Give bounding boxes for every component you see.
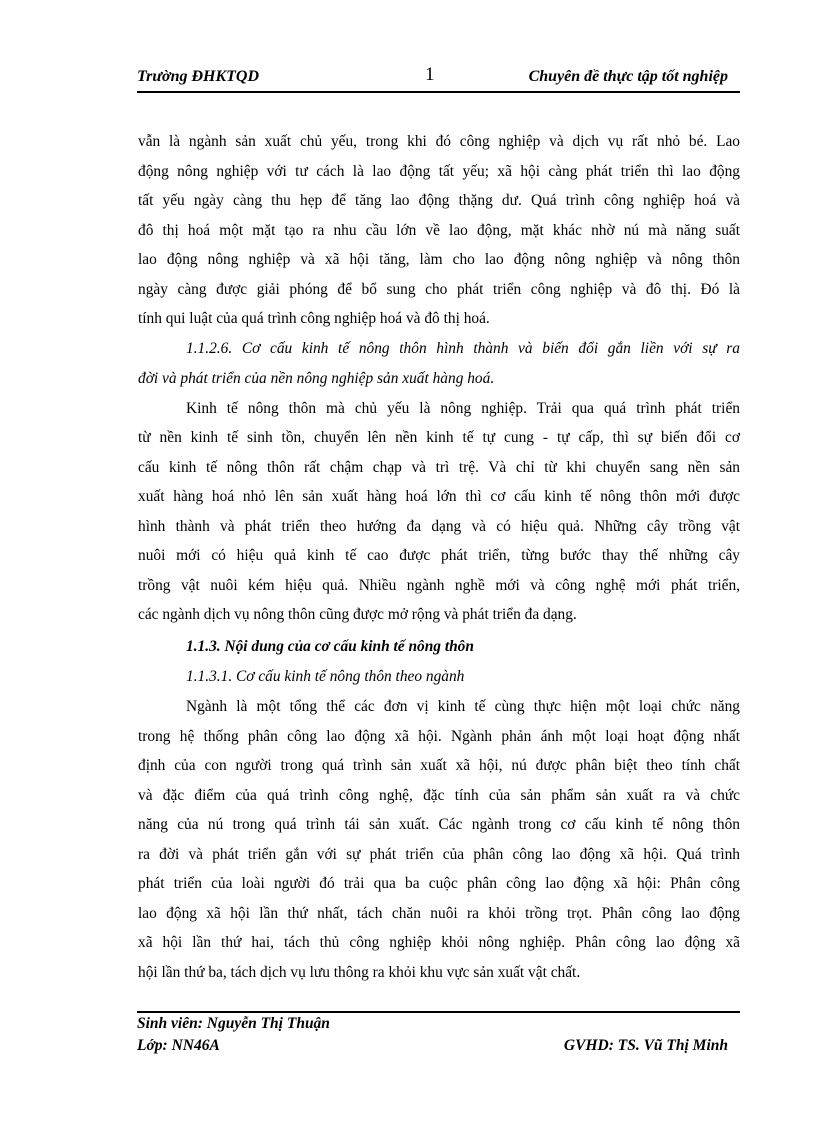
footer-class: Lớp: NN46A bbox=[137, 1037, 220, 1054]
text-line: các ngành dịch vụ nông thôn cũng được mở rộng và phát triển đa dạng. bbox=[138, 606, 577, 623]
text-line: đô thị hoá một mặt tạo ra nhu cầu lớn về lao động, mặt khác nhờ nú mà năng suất bbox=[138, 221, 740, 239]
text-line: tất yếu ngày càng thu hẹp để tăng lao động thặng dư. Quá trình công nghiệp hoá và bbox=[138, 192, 740, 209]
text-line: xã hội lần thứ hai, tách thủ công nghiệp khỏi nông nghiệp. Phân công lao động xã bbox=[138, 934, 740, 951]
footer-student: Sinh viên: Nguyễn Thị Thuận bbox=[137, 1015, 330, 1032]
text-line: Kinh tế nông thôn mà chủ yếu là nông nghiệp. Trải qua quá trình phát triển bbox=[186, 399, 740, 417]
text-line: phát triển của loài người đó trải qua ba cuộc phân công lao động xã hội: Phân công bbox=[138, 875, 740, 892]
text-line: động nông nghiệp với tư cách là lao động tất yếu; xã hội càng phát triển thì lao động bbox=[138, 162, 740, 180]
text-line: vẫn là ngành sản xuất chủ yếu, trong khi đó công nghiệp và dịch vụ rất nhỏ bé. Lao bbox=[138, 133, 740, 150]
text-line: hình thành và phát triển theo hướng đa dạng và có hiệu quả. Những cây trồng vật bbox=[138, 517, 740, 535]
text-line: trong hệ thống phân công lao động xã hội. Ngành phản ánh một loại hoạt động nhất bbox=[138, 727, 740, 745]
text-line: xuất hàng hoá nhỏ lên sản xuất hàng hoá lớn thì cơ cấu kinh tế nông thôn mới được bbox=[138, 488, 740, 505]
text-line: lao động nông nghiệp và xã hội tăng, làm cho lao động nông nghiệp và nông thôn bbox=[138, 251, 740, 268]
text-line: từ nền kinh tế sinh tồn, chuyển lên nền kinh tế tự cung - tự cấp, thì sự biến đổi cơ bbox=[138, 429, 740, 446]
text-line: định của con người trong quá trình sản xuất xã hội, nú được phân biệt theo tính chất bbox=[138, 757, 740, 774]
text-line: năng của nú trong quá trình tái sản xuất. Các ngành trong cơ cấu kinh tế nông thôn bbox=[138, 816, 740, 833]
footer-advisor: GVHD: TS. Vũ Thị Minh bbox=[563, 1037, 728, 1054]
header-rule bbox=[137, 91, 740, 93]
text-line: ngày càng được giải phóng để bổ sung cho phát triển công nghiệp và đô thị. Đó là bbox=[138, 280, 740, 298]
footer-rule bbox=[137, 1011, 740, 1013]
header-school: Trường ĐHKTQD bbox=[137, 68, 260, 85]
text-line: cấu kinh tế nông thôn rất chậm chạp và trì trệ. Và chỉ từ khi chuyển sang nền sản bbox=[138, 458, 740, 476]
text-line: và đặc điểm của quá trình công nghệ, đặc tính của sản phẩm sản xuất ra và chức bbox=[138, 786, 740, 804]
text-line: nuôi mới có hiệu quả kinh tế cao được phát triển, từng bước thay thế những cây bbox=[138, 547, 740, 564]
subsection-heading-1-1-3-1: 1.1.3.1. Cơ cấu kinh tế nông thôn theo ngành bbox=[186, 668, 465, 685]
subsection-heading-1-1-2-6-cont: đời và phát triển của nền nông nghiệp sản xuất hàng hoá. bbox=[138, 370, 495, 387]
page-number: 1 bbox=[425, 64, 435, 85]
text-line: trồng vật nuôi kém hiệu quả. Nhiều ngành nghề mới và công nghệ mới phát triển, bbox=[138, 576, 740, 594]
section-heading-1-1-3: 1.1.3. Nội dung của cơ cấu kinh tế nông thôn bbox=[186, 638, 474, 655]
text-line: tính qui luật của quá trình công nghiệp hoá và đô thị hoá. bbox=[138, 310, 490, 327]
text-line: hội lần thứ ba, tách dịch vụ lưu thông ra khỏi khu vực sản xuất vật chất. bbox=[138, 963, 581, 981]
header-report-title: Chuyên đề thực tập tốt nghiệp bbox=[528, 68, 728, 85]
page-header bbox=[137, 66, 740, 92]
text-line: ra đời và phát triển gắn với sự phát triển của phân công lao động xã hội. Quá trình bbox=[138, 845, 740, 863]
page-footer bbox=[137, 1015, 740, 1060]
text-line: Ngành là một tổng thể các đơn vị kinh tế cùng thực hiện một loại chức năng bbox=[186, 698, 740, 715]
text-line: lao động xã hội lần thứ nhất, tách chăn nuôi ra khỏi trồng trọt. Phân công lao động bbox=[138, 904, 740, 922]
subsection-heading-1-1-2-6: 1.1.2.6. Cơ cấu kinh tế nông thôn hình thành và biến đổi gắn liền với sự ra bbox=[186, 340, 740, 357]
